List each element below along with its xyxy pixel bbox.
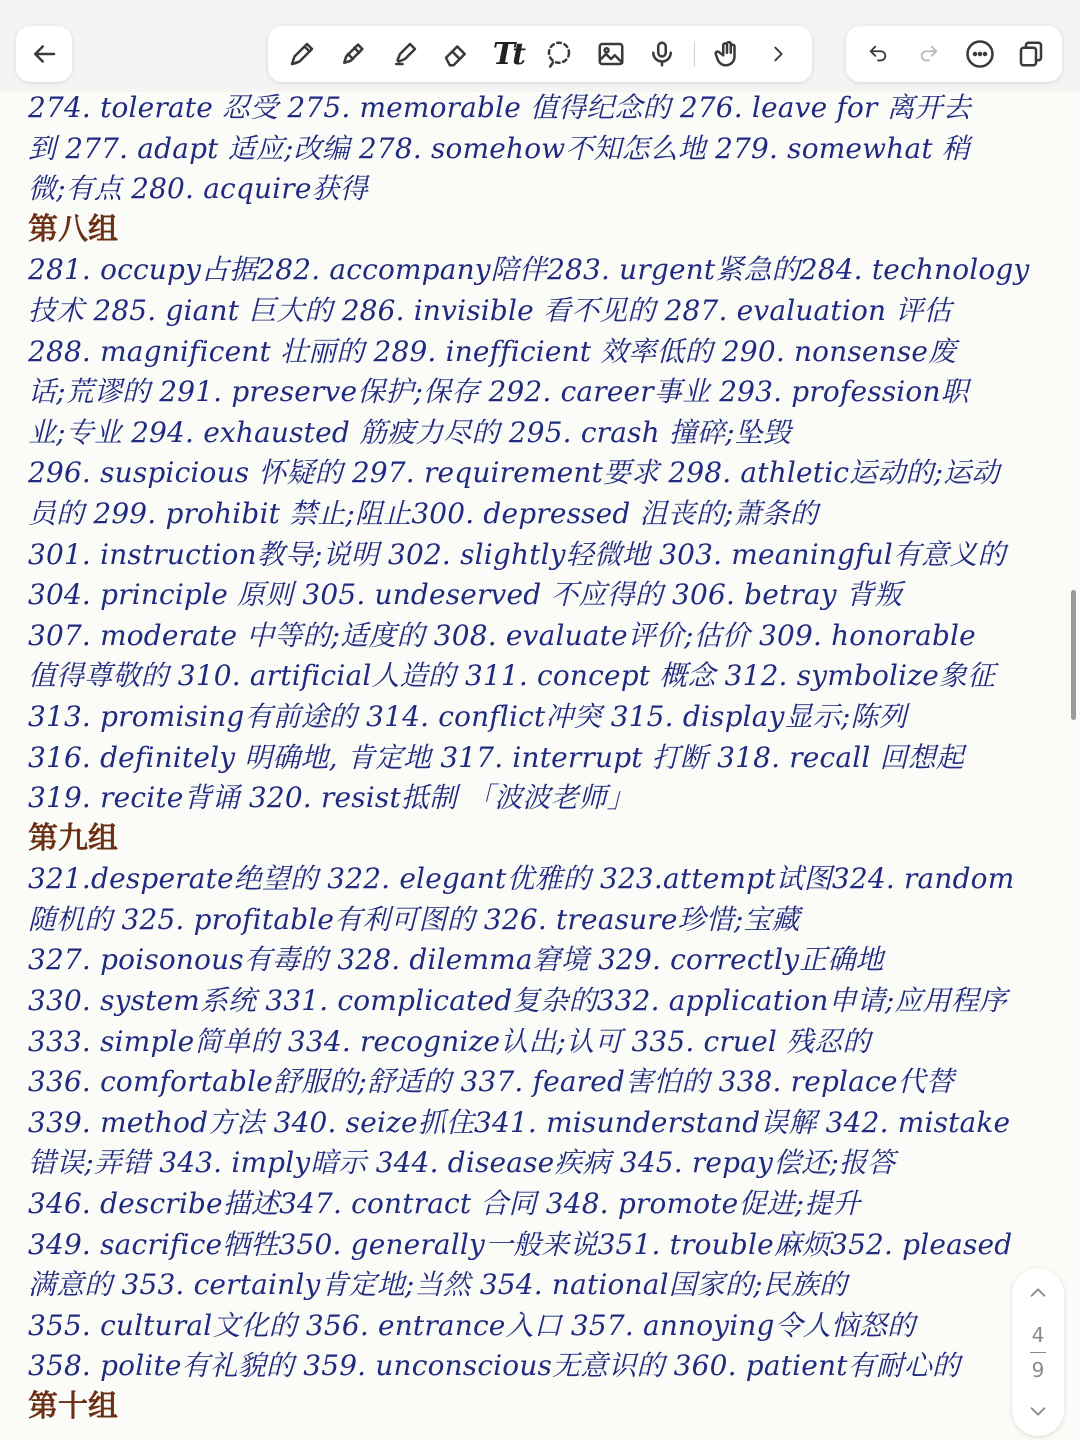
pages-icon[interactable] (1011, 34, 1051, 74)
total-page-number: 9 (1031, 1357, 1045, 1382)
vocab-line: 288. magnificent 壮丽的 289. inefficient 效率低的 290. nonsense废 (28, 334, 957, 368)
chevron-right-icon[interactable] (758, 34, 798, 74)
pencil-icon[interactable] (333, 34, 373, 74)
highlighter-icon[interactable] (385, 34, 425, 74)
section-heading: 第九组 (28, 820, 118, 856)
vocab-line: 281. occupy占据282. accompany陪伴283. urgent紧急的284. technology (28, 253, 1030, 287)
vocab-line: 346. describe描述347. contract 合同 348. promote促进;提升 (28, 1187, 861, 1221)
current-page-number: 4 (1031, 1322, 1045, 1347)
vocab-line: 员的 299. prohibit 禁止;阻止300. depressed 沮丧的;萧条的 (28, 496, 818, 530)
vocab-line: 313. promising有前途的 314. conflict冲突 315. display显示;陈列 (28, 699, 907, 733)
vocab-line: 358. polite有礼貌的 359. unconscious无意识的 360. patient有耐心的 (28, 1349, 961, 1383)
text-icon[interactable] (488, 34, 528, 74)
vocab-line: 307. moderate 中等的;适度的 308. evaluate评价;估价 309. honorable (28, 618, 976, 652)
vocab-line: 336. comfortable舒服的;舒适的 337. feared害怕的 338. replace代替 (28, 1065, 954, 1099)
hand-touch-icon[interactable] (707, 34, 747, 74)
vocab-line: 到 277. adapt 适应;改编 278. somehow不知怎么地 279. somewhat 稍 (28, 131, 970, 165)
vocab-line: 316. definitely 明确地, 肯定地 317. interrupt 打断 318. recall 回想起 (28, 740, 964, 774)
vocab-line: 随机的 325. profitable有利可图的 326. treasure珍惜;宝藏 (28, 902, 800, 936)
pen-icon[interactable] (282, 34, 322, 74)
section-heading: 第八组 (28, 211, 118, 247)
chevron-down-icon[interactable] (1023, 1396, 1053, 1426)
action-bar (846, 26, 1062, 82)
tool-palette (268, 26, 812, 82)
vocab-line: 349. sacrifice牺牲350. generally一般来说351. trouble麻烦352. pleased (28, 1227, 1013, 1261)
chevron-up-icon[interactable] (1023, 1278, 1053, 1308)
vocab-line: 319. recite背诵 320. resist抵制 「波波老师」 (28, 781, 636, 815)
microphone-icon[interactable] (642, 34, 682, 74)
vocab-line: 274. tolerate 忍受 275. memorable 值得纪念的 276. leave for 离开去 (28, 91, 972, 124)
image-icon[interactable] (591, 34, 631, 74)
more-icon[interactable] (960, 34, 1000, 74)
redo-icon[interactable] (909, 34, 949, 74)
text-tool-label: Tt (492, 36, 523, 72)
vocab-line: 330. system系统 331. complicated复杂的332. application申请;应用程序 (28, 984, 1007, 1018)
vocab-line: 339. method方法 340. seize抓住341. misunderstand误解 342. mistake (28, 1105, 1011, 1139)
page-divider (1030, 1352, 1046, 1353)
lasso-icon[interactable] (539, 34, 579, 74)
vocab-line: 296. suspicious 怀疑的 297. requirement要求 298. athletic运动的;运动 (28, 456, 1000, 490)
note-page[interactable] (28, 88, 1056, 1440)
vocab-line: 值得尊敬的 310. artificial人造的 311. concept 概念 312. symbolize象征 (28, 659, 996, 693)
toolbar-divider (694, 41, 695, 67)
vocab-line: 304. principle 原则 305. undeserved 不应得的 306. betray 背叛 (28, 578, 903, 612)
vocab-line: 错误;弄错 343. imply暗示 344. disease疾病 345. repay偿还;报答 (28, 1146, 896, 1180)
vocab-line: 满意的 353. certainly肯定地;当然 354. national国家的;民族的 (28, 1268, 848, 1302)
vocab-line: 话;荒谬的 291. preserve保护;保存 292. career事业 293. profession职 (28, 375, 969, 409)
vocab-line: 333. simple简单的 334. recognize认出;认可 335. cruel 残忍的 (28, 1024, 871, 1058)
arrow-left-icon[interactable] (24, 34, 64, 74)
undo-icon[interactable] (858, 34, 898, 74)
vocab-line: 355. cultural文化的 356. entrance入口 357. annoying令人恼怒的 (28, 1308, 916, 1342)
section-heading: 第十组 (28, 1389, 118, 1424)
vocab-line: 业;专业 294. exhausted 筋疲力尽的 295. crash 撞碎;坠毁 (28, 415, 792, 449)
back-button[interactable] (16, 26, 72, 82)
vocab-line: 301. instruction教导;说明 302. slightly轻微地 303. meaningful有意义的 (28, 537, 1006, 571)
vocab-line: 微;有点 280. acquire获得 (28, 172, 368, 206)
vocab-line: 技术 285. giant 巨大的 286. invisible 看不见的 287. evaluation 评估 (28, 293, 952, 327)
vocab-line: 321.desperate绝望的 322. elegant优雅的 323.attempt试图324. random (28, 862, 1015, 896)
scrollbar[interactable] (1071, 590, 1076, 720)
vocab-line: 327. poisonous有毒的 328. dilemma窘境 329. correctly正确地 (28, 943, 884, 977)
page-indicator (1012, 1268, 1064, 1436)
eraser-icon[interactable] (436, 34, 476, 74)
